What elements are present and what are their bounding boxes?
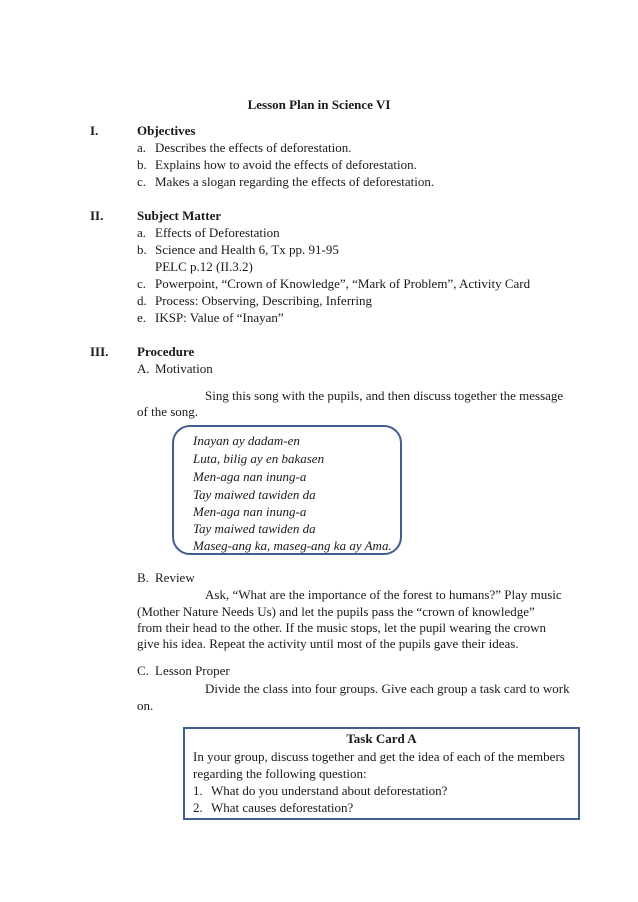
subject-label: c. — [137, 276, 147, 291]
song-line: Maseg-ang ka, maseg-ang ka ay Ama. — [193, 538, 392, 553]
lesson-proper-text: on. — [137, 698, 154, 713]
subject-label: b. — [137, 242, 147, 257]
review-text: from their head to the other. If the music stops, let the pupil wearing the crown — [137, 620, 547, 635]
subject-text: Effects of Deforestation — [155, 225, 280, 240]
review-label: B. — [137, 570, 149, 585]
page-title: Lesson Plan in Science VI — [247, 97, 391, 112]
lesson-proper-label: C. — [137, 663, 149, 678]
task-question-text: What do you understand about deforestation? — [211, 783, 448, 798]
subject-label: d. — [137, 293, 147, 308]
objective-text: Makes a slogan regarding the effects of deforestation. — [155, 174, 435, 189]
song-line: Tay maiwed tawiden da — [193, 487, 316, 502]
lesson-proper-text: Divide the class into four groups. Give each group a task card to work — [205, 681, 570, 696]
task-question-label: 2. — [193, 800, 203, 815]
review-text: Ask, “What are the importance of the forest to humans?” Play music — [205, 587, 562, 602]
subject-label: a. — [137, 225, 147, 240]
review-text: (Mother Nature Needs Us) and let the pupils pass the “crown of knowledge” — [137, 604, 535, 619]
subject-text: IKSP: Value of “Inayan” — [155, 310, 284, 325]
section-numeral-objectives: I. — [90, 123, 99, 138]
lesson-proper-heading: Lesson Proper — [155, 663, 230, 678]
task-question-label: 1. — [193, 783, 203, 798]
song-line: Luta, bilig ay en bakasen — [193, 451, 325, 466]
motivation-text: Sing this song with the pupils, and then discuss together the message — [205, 388, 564, 403]
objective-text: Explains how to avoid the effects of deforestation. — [155, 157, 417, 172]
objective-label: c. — [137, 174, 147, 189]
review-text: give his idea. Repeat the activity until most of the pupils gave their ideas. — [137, 636, 519, 651]
song-line: Men-aga nan inung-a — [193, 504, 307, 519]
section-heading-procedure: Procedure — [137, 344, 195, 359]
motivation-text: of the song. — [137, 404, 199, 419]
review-heading: Review — [155, 570, 195, 585]
subject-label: e. — [137, 310, 147, 325]
section-numeral-procedure: III. — [90, 344, 109, 359]
section-heading-subject-matter: Subject Matter — [137, 208, 222, 223]
subject-text: Process: Observing, Describing, Inferring — [155, 293, 372, 308]
song-line: Inayan ay dadam-en — [193, 433, 300, 448]
song-line: Tay maiwed tawiden da — [193, 521, 316, 536]
song-line: Men-aga nan inung-a — [193, 469, 307, 484]
subject-text: Science and Health 6, Tx pp. 91-95 — [155, 242, 339, 257]
subject-text: PELC p.12 (II.3.2) — [155, 259, 253, 274]
motivation-label: A. — [137, 361, 150, 376]
objective-label: a. — [137, 140, 147, 155]
objective-text: Describes the effects of deforestation. — [155, 140, 352, 155]
motivation-heading: Motivation — [155, 361, 213, 376]
task-question-text: What causes deforestation? — [211, 800, 354, 815]
subject-text: Powerpoint, “Crown of Knowledge”, “Mark of Problem”, Activity Card — [155, 276, 531, 291]
objective-label: b. — [137, 157, 147, 172]
section-numeral-subject-matter: II. — [90, 208, 104, 223]
task-card-title: Task Card A — [346, 731, 417, 746]
task-card-text: regarding the following question: — [193, 766, 367, 781]
task-card-text: In your group, discuss together and get the idea of each of the members — [193, 749, 565, 764]
section-heading-objectives: Objectives — [137, 123, 196, 138]
